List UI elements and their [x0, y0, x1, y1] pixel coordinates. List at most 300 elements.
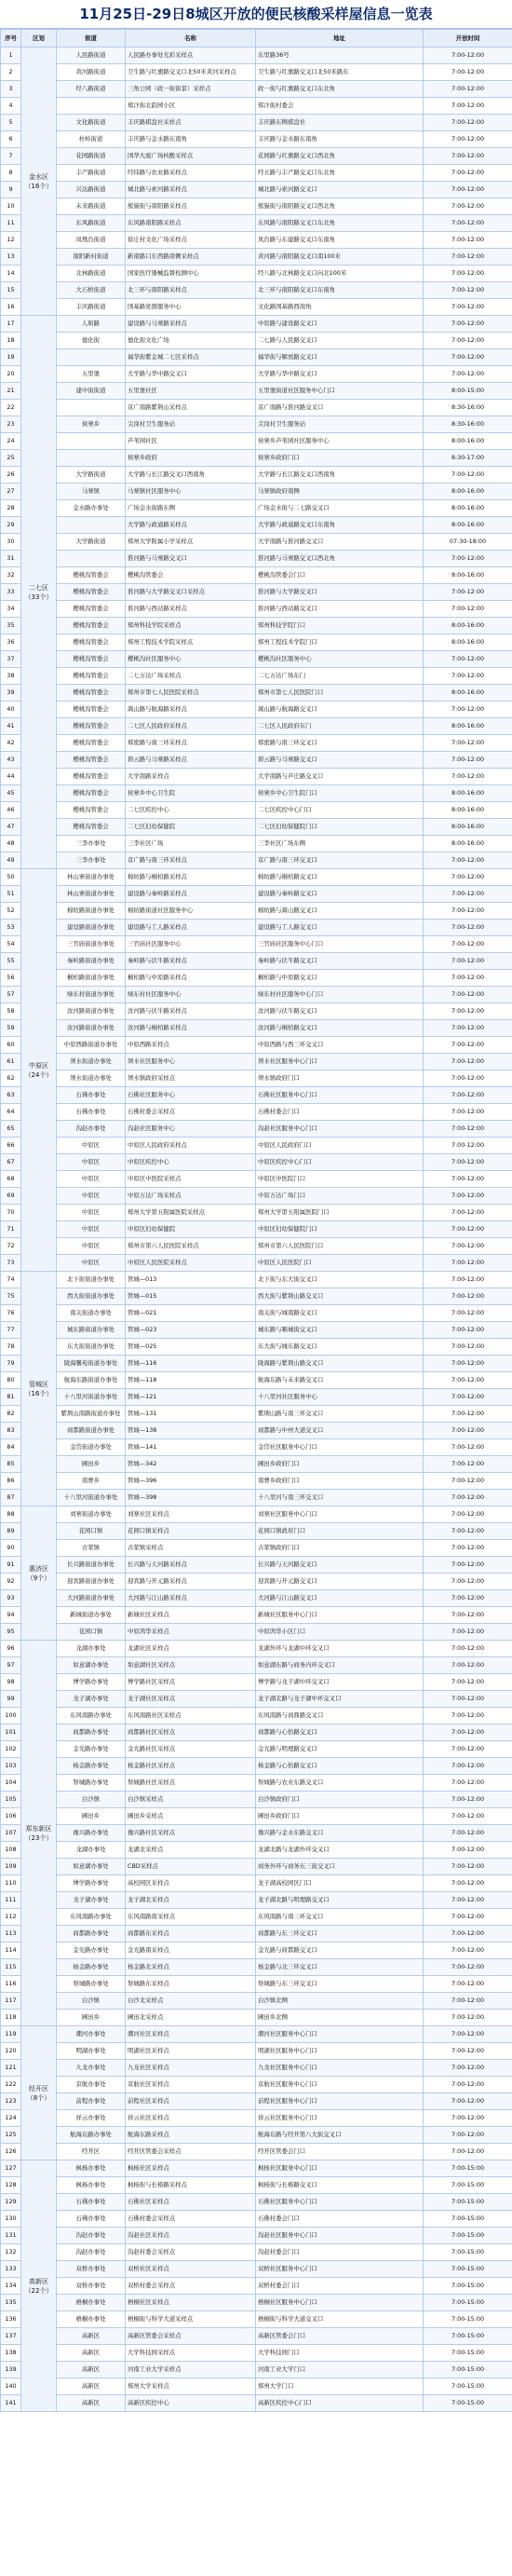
table-row: [1, 836, 512, 852]
cell-seq: 125: [1, 2127, 21, 2144]
cell-hours: 7:00-12:00: [424, 601, 512, 618]
table-row: [1, 1272, 512, 1288]
cell-seq: 108: [1, 1842, 21, 1859]
cell-seq: 66: [1, 1138, 21, 1154]
cell-hours: 7:00-12:00: [424, 1456, 512, 1473]
table-row: [1, 282, 512, 299]
cell-address: 十八里河与南三环交叉口: [256, 1490, 424, 1506]
cell-seq: 29: [1, 517, 21, 534]
cell-name: 石佛社区采样点: [126, 2194, 256, 2211]
cell-seq: 26: [1, 467, 21, 484]
cell-address: 中原区人民医院门口: [256, 1255, 424, 1272]
cell-street: 城东路街道办事处: [57, 1322, 126, 1339]
cell-name: 中原区疾控中心: [126, 1154, 256, 1171]
cell-street: 中原西路街道办事处: [57, 1037, 126, 1054]
cell-address: 豫兴路与金水东路交叉口: [256, 1825, 424, 1842]
cell-seq: 40: [1, 702, 21, 718]
cell-name: 双桥社区采样点: [126, 2261, 256, 2278]
cell-address: 新城社区服务中心门口: [256, 1607, 424, 1624]
cell-street: 南曹乡: [57, 1473, 126, 1490]
cell-hours: 8:00-16:00: [424, 567, 512, 584]
cell-hours: 7:00-12:00: [424, 349, 512, 366]
cell-address: 航海东路与未来路交叉口: [256, 1372, 424, 1389]
table-row: [1, 115, 512, 131]
cell-address: 南曹乡政府门口: [256, 1473, 424, 1490]
cell-seq: 90: [1, 1540, 21, 1557]
cell-street: 中原区: [57, 1238, 126, 1255]
cell-street: 金光路办事处: [57, 1741, 126, 1758]
cell-street: 马寨镇: [57, 484, 126, 500]
cell-seq: 124: [1, 2110, 21, 2127]
header-street: 街道: [57, 30, 126, 48]
table-row: [1, 869, 512, 886]
cell-name: 人民路办事处光彩采样点: [126, 48, 256, 64]
cell-address: 龙子湖高校园区门口: [256, 1875, 424, 1892]
table-row: [1, 1775, 512, 1792]
cell-street: 祭城路办事处: [57, 1775, 126, 1792]
cell-name: 金光路南采样点: [126, 1942, 256, 1959]
cell-name: 商都路社区采样点: [126, 1724, 256, 1741]
cell-seq: 17: [1, 316, 21, 333]
cell-street: 圃田乡: [57, 1808, 126, 1825]
cell-name: 北三环与南阳路采样点: [126, 282, 256, 299]
cell-address: 淮河路与大学路交叉口: [256, 584, 424, 601]
table-row: [1, 1875, 512, 1892]
cell-street: 南关街道办事处: [57, 1305, 126, 1322]
table-row: [1, 2160, 512, 2177]
table-row: [1, 131, 512, 148]
cell-hours: 7:00-12:00: [424, 467, 512, 484]
cell-seq: 51: [1, 886, 21, 903]
cell-seq: 113: [1, 1926, 21, 1942]
cell-seq: 57: [1, 987, 21, 1003]
table-row: [1, 2295, 512, 2311]
cell-street: 中原区: [57, 1255, 126, 1272]
cell-street: 经八路街道: [57, 81, 126, 98]
cell-street: 大学路街道: [57, 534, 126, 551]
cell-hours: 7:00-12:00: [424, 1758, 512, 1775]
cell-seq: 122: [1, 2077, 21, 2093]
cell-street: 祥云办事处: [57, 2110, 126, 2127]
cell-hours: 7:00-12:00: [424, 1506, 512, 1523]
table-row: [1, 2110, 512, 2127]
cell-seq: 101: [1, 1724, 21, 1741]
cell-seq: 141: [1, 2395, 21, 2412]
cell-address: 郑州大学门口: [256, 2378, 424, 2395]
cell-address: 棉纺路与桐柏路交叉口: [256, 869, 424, 886]
table-row: [1, 651, 512, 668]
cell-address: 沟赵村委会门口: [256, 2244, 424, 2261]
table-row: [1, 1087, 512, 1104]
cell-street: 枫杨办事处: [57, 2160, 126, 2177]
cell-name: 二七区疾控中心: [126, 802, 256, 819]
cell-hours: 7:00-12:00: [424, 1473, 512, 1490]
cell-seq: 94: [1, 1607, 21, 1624]
cell-address: 龙湖北路与龙湖外环交叉口: [256, 1842, 424, 1859]
cell-name: 大河路与江山路采样点: [126, 1590, 256, 1607]
cell-hours: 8:30-17:00: [424, 450, 512, 467]
table-row: [1, 1993, 512, 2010]
cell-seq: 102: [1, 1741, 21, 1758]
cell-seq: 96: [1, 1641, 21, 1657]
cell-address: 双桥社区服务中心门口: [256, 2261, 424, 2278]
cell-seq: 126: [1, 2144, 21, 2160]
cell-name: 龙子湖社区采样点: [126, 1691, 256, 1708]
cell-name: 龙湖社区采样点: [126, 1641, 256, 1657]
cell-name: 三官庙社区服务中心: [126, 936, 256, 953]
cell-address: 陇海路与紫荆山路交叉口: [256, 1356, 424, 1372]
cell-hours: 7:00-12:00: [424, 2110, 512, 2127]
cell-hours: 7:00-15:00: [424, 2328, 512, 2345]
cell-street: 东风路街道: [57, 215, 126, 232]
table-row: [1, 1406, 512, 1423]
cell-address: 刘寨社区服务中心门口: [256, 1506, 424, 1523]
cell-address: 马寨镇政府南侧: [256, 484, 424, 500]
cell-seq: 131: [1, 2228, 21, 2244]
table-row: [1, 1238, 512, 1255]
cell-address: 棉纺路与嵩山路交叉口: [256, 903, 424, 920]
cell-street: 高新区: [57, 2362, 126, 2378]
table-row: [1, 2395, 512, 2412]
cell-name: 航海东路采样点: [126, 2127, 256, 2144]
cell-hours: 7:00-12:00: [424, 668, 512, 685]
table-row: [1, 383, 512, 400]
cell-name: 建设路与秦岭路采样点: [126, 886, 256, 903]
cell-name: 长兴路与天河路采样点: [126, 1557, 256, 1574]
cell-hours: 7:00-12:00: [424, 198, 512, 215]
cell-address: 须水镇政府门口: [256, 1070, 424, 1087]
cell-street: 樱桃沟管委会: [57, 668, 126, 685]
cell-name: 郑州工程技术学院采样点: [126, 634, 256, 651]
table-row: [1, 1322, 512, 1339]
cell-seq: 5: [1, 115, 21, 131]
table-row: [1, 1808, 512, 1825]
cell-name: 京航社区采样点: [126, 2077, 256, 2093]
cell-address: 文化路国基路西南角: [256, 299, 424, 316]
cell-name: 淮河路与大学路交叉口采样点: [126, 584, 256, 601]
cell-address: 龙子湖北路与明理路交叉口: [256, 1892, 424, 1909]
cell-hours: 7:00-12:00: [424, 333, 512, 349]
cell-name: 马寨镇社区服务中心: [126, 484, 256, 500]
cell-street: 航海东路办事处: [57, 2127, 126, 2144]
cell-street: 建中街街道: [57, 383, 126, 400]
cell-hours: 7:00-12:00: [424, 1741, 512, 1758]
cell-address: 郑州市第七人民医院门口: [256, 685, 424, 702]
cell-hours: 7:00-12:00: [424, 1423, 512, 1439]
table-row: [1, 182, 512, 198]
cell-hours: 7:00-12:00: [424, 1439, 512, 1456]
cell-street: 樱桃沟管委会: [57, 802, 126, 819]
cell-hours: 7:00-15:00: [424, 2378, 512, 2395]
cell-street: [57, 349, 126, 366]
cell-address: 明湖社区服务中心门口: [256, 2043, 424, 2060]
cell-hours: 7:00-12:00: [424, 1657, 512, 1674]
cell-address: 中原万达广场门口: [256, 1188, 424, 1205]
cell-seq: 100: [1, 1708, 21, 1724]
cell-name: 樱桃沟社区服务中心: [126, 651, 256, 668]
cell-street: 德化街: [57, 333, 126, 349]
cell-street: 杨金路办事处: [57, 1758, 126, 1775]
cell-name: 建设路与工人路采样点: [126, 920, 256, 936]
table-row: [1, 1674, 512, 1691]
cell-hours: 8:00-16:00: [424, 685, 512, 702]
cell-address: 中原路与建设路交叉口: [256, 316, 424, 333]
cell-hours: 7:00-12:00: [424, 1054, 512, 1070]
cell-hours: 7:00-12:00: [424, 1037, 512, 1054]
cell-seq: 83: [1, 1423, 21, 1439]
cell-address: 圃田乡政府门口: [256, 1456, 424, 1473]
cell-address: 大学路与政通路交叉口东南角: [256, 517, 424, 534]
cell-street: 东风南路办事处: [57, 1708, 126, 1724]
cell-hours: 7:00-12:00: [424, 1389, 512, 1406]
cell-street: 沟赵办事处: [57, 2228, 126, 2244]
cell-seq: 98: [1, 1674, 21, 1691]
cell-address: 二七区妇幼保健院门口: [256, 819, 424, 836]
cell-seq: 104: [1, 1775, 21, 1792]
table-row: [1, 2311, 512, 2328]
cell-hours: 8:00-16:00: [424, 836, 512, 852]
cell-name: 经开区管委会采样点: [126, 2144, 256, 2160]
cell-name: 管城—116: [126, 1356, 256, 1372]
cell-address: 京广南路与淮河路交叉口: [256, 400, 424, 416]
cell-seq: 60: [1, 1037, 21, 1054]
cell-name: 迎宾路与开元路采样点: [126, 1574, 256, 1590]
cell-name: 管城—121: [126, 1389, 256, 1406]
cell-address: 凤台路与东建路交叉口东南角: [256, 232, 424, 249]
cell-hours: 7:00-12:00: [424, 282, 512, 299]
cell-hours: 7:00-12:00: [424, 1372, 512, 1389]
cell-street: 如意湖办事处: [57, 1657, 126, 1674]
cell-street: 前程办事处: [57, 2093, 126, 2110]
cell-address: 梧桐社区服务中心门口: [256, 2295, 424, 2311]
cell-address: 嵩山路与航海路交叉口: [256, 702, 424, 718]
table-row: [1, 1372, 512, 1389]
cell-street: 林山寨街道办事处: [57, 886, 126, 903]
cell-hours: 7:00-15:00: [424, 2395, 512, 2412]
cell-address: 商务外环与商务东三街交叉口: [256, 1859, 424, 1875]
cell-name: 丰庆路棋盘社采样点: [126, 115, 256, 131]
cell-street: 迎宾路街道办事处: [57, 1574, 126, 1590]
cell-address: 商都路与心怡路交叉口: [256, 1724, 424, 1741]
cell-street: 汝河路街道办事处: [57, 1003, 126, 1020]
cell-hours: 7:00-12:00: [424, 131, 512, 148]
cell-hours: 8:00-16:00: [424, 433, 512, 450]
cell-name: 二七万达广场采样点: [126, 668, 256, 685]
cell-seq: 78: [1, 1339, 21, 1356]
cell-street: 航海东路街道办事处: [57, 1372, 126, 1389]
cell-name: 明湖社区采样点: [126, 2043, 256, 2060]
cell-street: 樱桃沟管委会: [57, 618, 126, 634]
cell-hours: 7:00-12:00: [424, 1406, 512, 1423]
cell-street: [57, 450, 126, 467]
header-seq: 序号: [1, 30, 21, 48]
cell-name: 三李社区广场: [126, 836, 256, 852]
table-row: [1, 2010, 512, 2026]
cell-street: 龙湖办事处: [57, 1641, 126, 1657]
cell-street: 九龙办事处: [57, 2060, 126, 2077]
cell-seq: 63: [1, 1087, 21, 1104]
cell-hours: 7:00-12:00: [424, 1104, 512, 1121]
cell-seq: 134: [1, 2278, 21, 2295]
cell-address: 花园路与红旗路交叉口西北角: [256, 148, 424, 165]
cell-seq: 67: [1, 1154, 21, 1171]
cell-street: 建设路街道办事处: [57, 920, 126, 936]
cell-street: 东风南路办事处: [57, 1909, 126, 1926]
cell-name: 沟赵社区采样点: [126, 2228, 256, 2244]
cell-hours: 7:00-12:00: [424, 1825, 512, 1842]
table-row: [1, 1423, 512, 1439]
cell-address: 商都路与中州大道交叉口: [256, 1423, 424, 1439]
cell-street: 商都路办事处: [57, 1724, 126, 1741]
cell-name: 古荥镇采样点: [126, 1540, 256, 1557]
cell-seq: 45: [1, 785, 21, 802]
table-row: [1, 64, 512, 81]
table-row: [1, 970, 512, 987]
cell-hours: 8:00-16:00: [424, 785, 512, 802]
table-row: [1, 2345, 512, 2362]
cell-street: 中原区: [57, 1205, 126, 1221]
cell-hours: 7:00-12:00: [424, 936, 512, 953]
cell-seq: 25: [1, 450, 21, 467]
cell-street: 高新区: [57, 2395, 126, 2412]
table-row: [1, 299, 512, 316]
cell-name: 枫杨社区采样点: [126, 2160, 256, 2177]
cell-address: 商都路与东三环交叉口: [256, 1926, 424, 1942]
header-district: 区划: [21, 30, 57, 48]
cell-seq: 52: [1, 903, 21, 920]
cell-seq: 87: [1, 1490, 21, 1506]
cell-hours: 7:00-12:00: [424, 1574, 512, 1590]
cell-street: 五里堡: [57, 366, 126, 383]
cell-hours: 7:00-12:00: [424, 1255, 512, 1272]
cell-address: 郑州科技学院门口: [256, 618, 424, 634]
cell-hours: 7:00-12:00: [424, 2010, 512, 2026]
cell-hours: 7:00-15:00: [424, 2211, 512, 2228]
cell-seq: 33: [1, 584, 21, 601]
cell-address: 城东路与顺城街交叉口: [256, 1322, 424, 1339]
table-row: [1, 1691, 512, 1708]
cell-seq: 86: [1, 1473, 21, 1490]
cell-name: 新城社区采样点: [126, 1607, 256, 1624]
table-row: [1, 1540, 512, 1557]
cell-seq: 115: [1, 1959, 21, 1976]
table-row: [1, 1288, 512, 1305]
cell-address: 圃田乡政府门口: [256, 1808, 424, 1825]
cell-address: 淮河路与马寨路交叉口西北角: [256, 551, 424, 567]
table-row: [1, 2093, 512, 2110]
cell-address: 郑州工程技术学院门口: [256, 634, 424, 651]
cell-address: 中原西路与西三环交叉口: [256, 1037, 424, 1054]
cell-hours: 8:00-16:00: [424, 718, 512, 735]
cell-name: 经纬路与农业路采样点: [126, 165, 256, 182]
cell-district: 惠济区 （9个）: [21, 1506, 57, 1641]
cell-name: 高校园区采样点: [126, 1875, 256, 1892]
cell-address: 碧云路与马寨路交叉口: [256, 752, 424, 769]
cell-address: 金光路与商都路交叉口: [256, 1942, 424, 1959]
cell-seq: 56: [1, 970, 21, 987]
cell-street: 如意湖办事处: [57, 1859, 126, 1875]
cell-hours: 7:00-12:00: [424, 584, 512, 601]
cell-seq: 74: [1, 1272, 21, 1288]
cell-address: 东里路36号: [256, 48, 424, 64]
table-row: [1, 1356, 512, 1372]
cell-name: 樱桃沟管委会: [126, 567, 256, 584]
cell-address: 高新区疾控中心门口: [256, 2395, 424, 2412]
cell-name: 汝河路与桐柏路采样点: [126, 1020, 256, 1037]
table-body: [1, 48, 512, 2412]
cell-address: 樱桃沟社区服务中心: [256, 651, 424, 668]
table-row: [1, 232, 512, 249]
cell-name: 梧桐街与科学大道采样点: [126, 2311, 256, 2328]
cell-name: 博学路社区采样点: [126, 1674, 256, 1691]
cell-address: 秦岭路与伏牛路交叉口: [256, 953, 424, 970]
cell-address: 建设路与秦岭路交叉口: [256, 886, 424, 903]
cell-street: 沟赵办事处: [57, 2244, 126, 2261]
cell-street: [57, 400, 126, 416]
cell-street: 中原区: [57, 1221, 126, 1238]
table-row: [1, 551, 512, 567]
cell-seq: 30: [1, 534, 21, 551]
table-row: [1, 1104, 512, 1121]
cell-street: 大学路街道: [57, 467, 126, 484]
cell-name: 杨金路社区采样点: [126, 1758, 256, 1775]
cell-address: 郑汴街村委会: [256, 98, 424, 115]
cell-hours: 7:00-15:00: [424, 2311, 512, 2328]
cell-name: 白沙镇采样点: [126, 1792, 256, 1808]
cell-name: 城北路与索河路采样点: [126, 182, 256, 198]
table-row: [1, 1523, 512, 1540]
cell-hours: 7:00-12:00: [424, 2060, 512, 2077]
cell-seq: 50: [1, 869, 21, 886]
cell-name: 石佛村委会采样点: [126, 2211, 256, 2228]
table-row: [1, 1121, 512, 1138]
cell-street: 棉纺路街道办事处: [57, 903, 126, 920]
cell-address: 龙子湖北路与龙子湖中环交叉口: [256, 1691, 424, 1708]
table-row: [1, 886, 512, 903]
cell-hours: 7:00-15:00: [424, 2278, 512, 2295]
cell-seq: 140: [1, 2378, 21, 2395]
table-row: [1, 1439, 512, 1456]
cell-name: 郑州大学附属小学采样点: [126, 534, 256, 551]
cell-address: 尖岗村卫生服务站: [256, 416, 424, 433]
table-row: [1, 903, 512, 920]
table-row: [1, 1221, 512, 1238]
table-row: [1, 1607, 512, 1624]
cell-seq: 106: [1, 1808, 21, 1825]
table-row: [1, 2278, 512, 2295]
cell-seq: 103: [1, 1758, 21, 1775]
cell-seq: 21: [1, 383, 21, 400]
cell-street: 樱桃沟管委会: [57, 601, 126, 618]
cell-seq: 48: [1, 836, 21, 852]
cell-seq: 69: [1, 1188, 21, 1205]
cell-street: 长兴路街道办事处: [57, 1557, 126, 1574]
table-row: [1, 1842, 512, 1859]
cell-street: 三官庙街道办事处: [57, 936, 126, 953]
cell-street: 高新区: [57, 2345, 126, 2362]
table-row: [1, 584, 512, 601]
cell-seq: 41: [1, 718, 21, 735]
cell-street: 杨金路办事处: [57, 1959, 126, 1976]
cell-street: 南阳新村街道: [57, 249, 126, 266]
cell-hours: 7:00-12:00: [424, 1691, 512, 1708]
cell-address: 潮河社区服务中心门口: [256, 2026, 424, 2043]
cell-seq: 32: [1, 567, 21, 584]
cell-hours: 7:00-12:00: [424, 249, 512, 266]
cell-name: 郑密路与南三环采样点: [126, 735, 256, 752]
cell-name: 淮河路与马寨路交叉口: [126, 551, 256, 567]
cell-name: 豫兴路社区采样点: [126, 1825, 256, 1842]
